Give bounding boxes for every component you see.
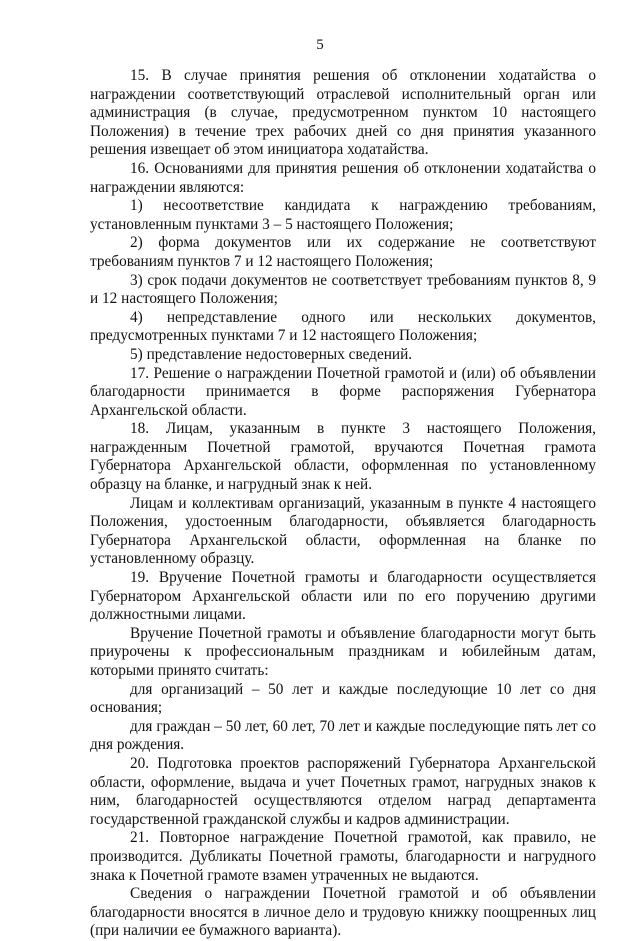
- paragraph-item-15: 15. В случае принятия решения об отклонении ходатайства о награждении соответствующий отраслевой исполнительный орган или администрация (в случае, предусмотренном пунктом 10 настоящего Положения) в течение трех рабочих дней со дня принятия указанного решения извещает об этом инициатора ходатайства.: [90, 67, 596, 159]
- list-item-organizations: для организаций – 50 лет и каждые последующие 10 лет со дня основания;: [90, 680, 596, 717]
- paragraph-item-18-continued: Лицам и коллективам организаций, указанным в пункте 4 настоящего Положения, удостоенным благодарности, объявляется благодарность Губернатора Архангельской области, оформленная на бланке по установленному образцу.: [90, 494, 596, 568]
- paragraph-item-16: 16. Основаниями для принятия решения об отклонении ходатайства о награждении являются:: [90, 159, 596, 196]
- paragraph-item-21-continued: Сведения о награждении Почетной грамотой и об объявлении благодарности вносятся в личное дело и трудовую книжку поощренных лиц (при наличии ее бумажного варианта).: [90, 885, 596, 940]
- paragraph-item-18: 18. Лицам, указанным в пункте 3 настоящего Положения, награжденным Почетной грамотой, вручаются Почетная грамота Губернатора Архангельской области, оформленная по установленному образцу на бланке, и нагрудный знак к ней.: [90, 420, 596, 494]
- paragraph-item-19: 19. Вручение Почетной грамоты и благодарности осуществляется Губернатором Архангельской области или по его поручению другими должностными лицами.: [90, 569, 596, 624]
- paragraph-item-19-continued: Вручение Почетной грамоты и объявление благодарности могут быть приурочены к профессиональным праздникам и юбилейным датам, которыми принято считать:: [90, 624, 596, 679]
- page-number: 5: [316, 37, 324, 53]
- paragraph-item-21: 21. Повторное награждение Почетной грамотой, как правило, не производится. Дубликаты Почетной грамоты, благодарности и нагрудного знака к Почетной грамоте взамен утраченных не выдаются.: [90, 829, 596, 884]
- list-item-16-5: 5) представление недостоверных сведений.: [130, 345, 413, 363]
- list-item-16-1: 1) несоответствие кандидата к награждению требованиям, установленным пунктами 3 – 5 настоящего Положения;: [90, 197, 596, 233]
- list-item-16-4: 4) непредставление одного или нескольких документов, предусмотренных пунктами 7 и 12 настоящего Положения;: [90, 308, 596, 345]
- paragraph-item-20: 20. Подготовка проектов распоряжений Губернатора Архангельской области, оформление, выдача и учет Почетных грамот, нагрудных знаков к ним, благодарностей осуществляются отделом наград департамента государственной гражданской службы и кадров администрации.: [90, 754, 596, 828]
- list-item-citizens: для граждан – 50 лет, 60 лет, 70 лет и каждые последующие пять лет со дня рождения.: [90, 717, 596, 754]
- list-item-16-3: 3) срок подачи документов не соответствует требованиям пунктов 8, 9 и 12 настоящего Положения;: [90, 271, 596, 308]
- document-body: [90, 67, 596, 941]
- list-item-16-2: 2) форма документов или их содержание не соответствуют требованиям пунктов 7 и 12 настоящего Положения;: [90, 234, 596, 270]
- paragraph-item-17: 17. Решение о награждении Почетной грамотой и (или) об объявлении благодарности принимается в форме распоряжения Губернатора Архангельской области.: [90, 364, 596, 419]
